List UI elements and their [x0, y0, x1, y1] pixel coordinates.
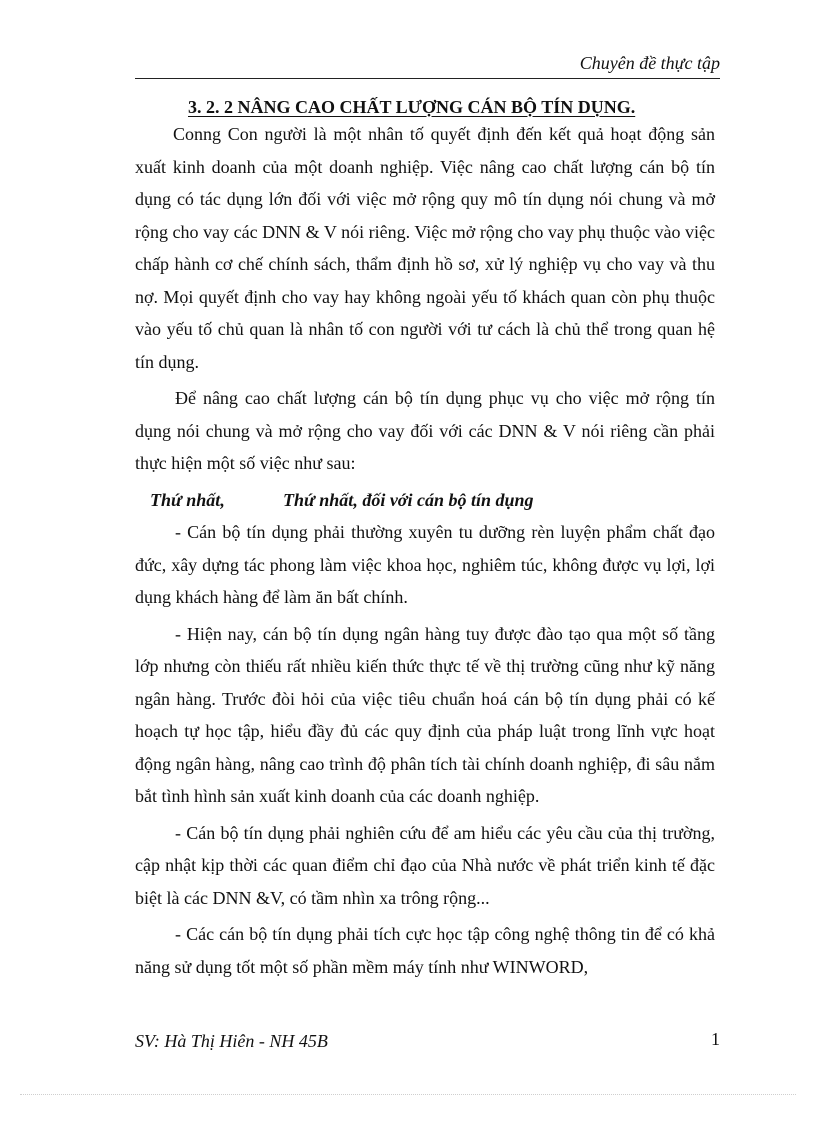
subsection-lead: Thứ nhất, — [150, 489, 225, 510]
bullet-it-skills: - Các cán bộ tín dụng phải tích cực học tập công nghệ thông tin để có khả năng sử dụng tốt một số phần mềm máy tính như WINWORD, — [135, 924, 715, 977]
bullet-market-knowledge: - Cán bộ tín dụng phải nghiên cứu để am hiểu các yêu cầu của thị trường, cập nhật kịp thời các quan điểm chỉ đạo của Nhà nước về phát triển kinh tế đặc biệt là các DNN &V, có tầm nhìn xa trông rộng... — [135, 822, 715, 908]
subsection-heading — [135, 484, 715, 517]
subsection-title: Thứ nhất, đối với cán bộ tín dụng — [283, 489, 534, 510]
header-divider — [135, 78, 720, 79]
page-bottom-edge — [20, 1094, 796, 1095]
running-header: Chuyên đề thực tập — [579, 53, 720, 73]
bullet-ethics: - Cán bộ tín dụng phải thường xuyên tu dưỡng rèn luyện phẩm chất đạo đức, xây dựng tác phong làm việc khoa học, nghiêm túc, không được vụ lợi, lợi dụng khách hàng để làm ăn bất chính. — [135, 522, 715, 607]
paragraph-intro: Conng Con người là một nhân tố quyết định đến kết quả hoạt động sản xuất kinh doanh của một doanh nghiệp. Việc nâng cao chất lượng cán bộ tín dụng có tác dụng lớn đối với việc mở rộng quy mô tín dụng nói chung và mở rộng cho vay các DNN & V nói riêng. Việc mở rộng cho vay phụ thuộc vào việc chấp hành cơ chế chính sách, thẩm định hồ sơ, xử lý nghiệp vụ cho vay và thu nợ. Mọi quyết định cho vay hay không ngoài yếu tố khách quan còn phụ thuộc vào yếu tố chủ quan là nhân tố con người với tư cách là chủ thể trong quan hệ tín dụng. — [135, 124, 715, 372]
section-heading: 3. 2. 2 NÂNG CAO CHẤT LƯỢNG CÁN BỘ TÍN DỤNG. — [188, 97, 636, 117]
paragraph-requirements: Để nâng cao chất lượng cán bộ tín dụng phục vụ cho việc mở rộng tín dụng nói chung và mở rộng cho vay đối với các DNN & V nói riêng cần phải thực hiện một số việc như sau: — [135, 388, 715, 473]
footer-author: SV: Hà Thị Hiên - NH 45B — [135, 1031, 328, 1051]
document-body — [135, 118, 715, 983]
bullet-training: - Hiện nay, cán bộ tín dụng ngân hàng tuy được đào tạo qua một số tầng lớp nhưng còn thiếu rất nhiều kiến thức thực tế về thị trường cũng như kỹ năng ngân hàng. Trước đòi hỏi của việc tiêu chuẩn hoá cán bộ tín dụng phải có kế hoạch tự học tập, hiểu đầy đủ các quy định của pháp luật trong lĩnh vực hoạt động ngân hàng, nâng cao trình độ phân tích tài chính doanh nghiệp, đi sâu nắm bắt tình hình sản xuất kinh doanh của các doanh nghiệp. — [135, 623, 715, 806]
page-number: 1 — [711, 1029, 720, 1049]
